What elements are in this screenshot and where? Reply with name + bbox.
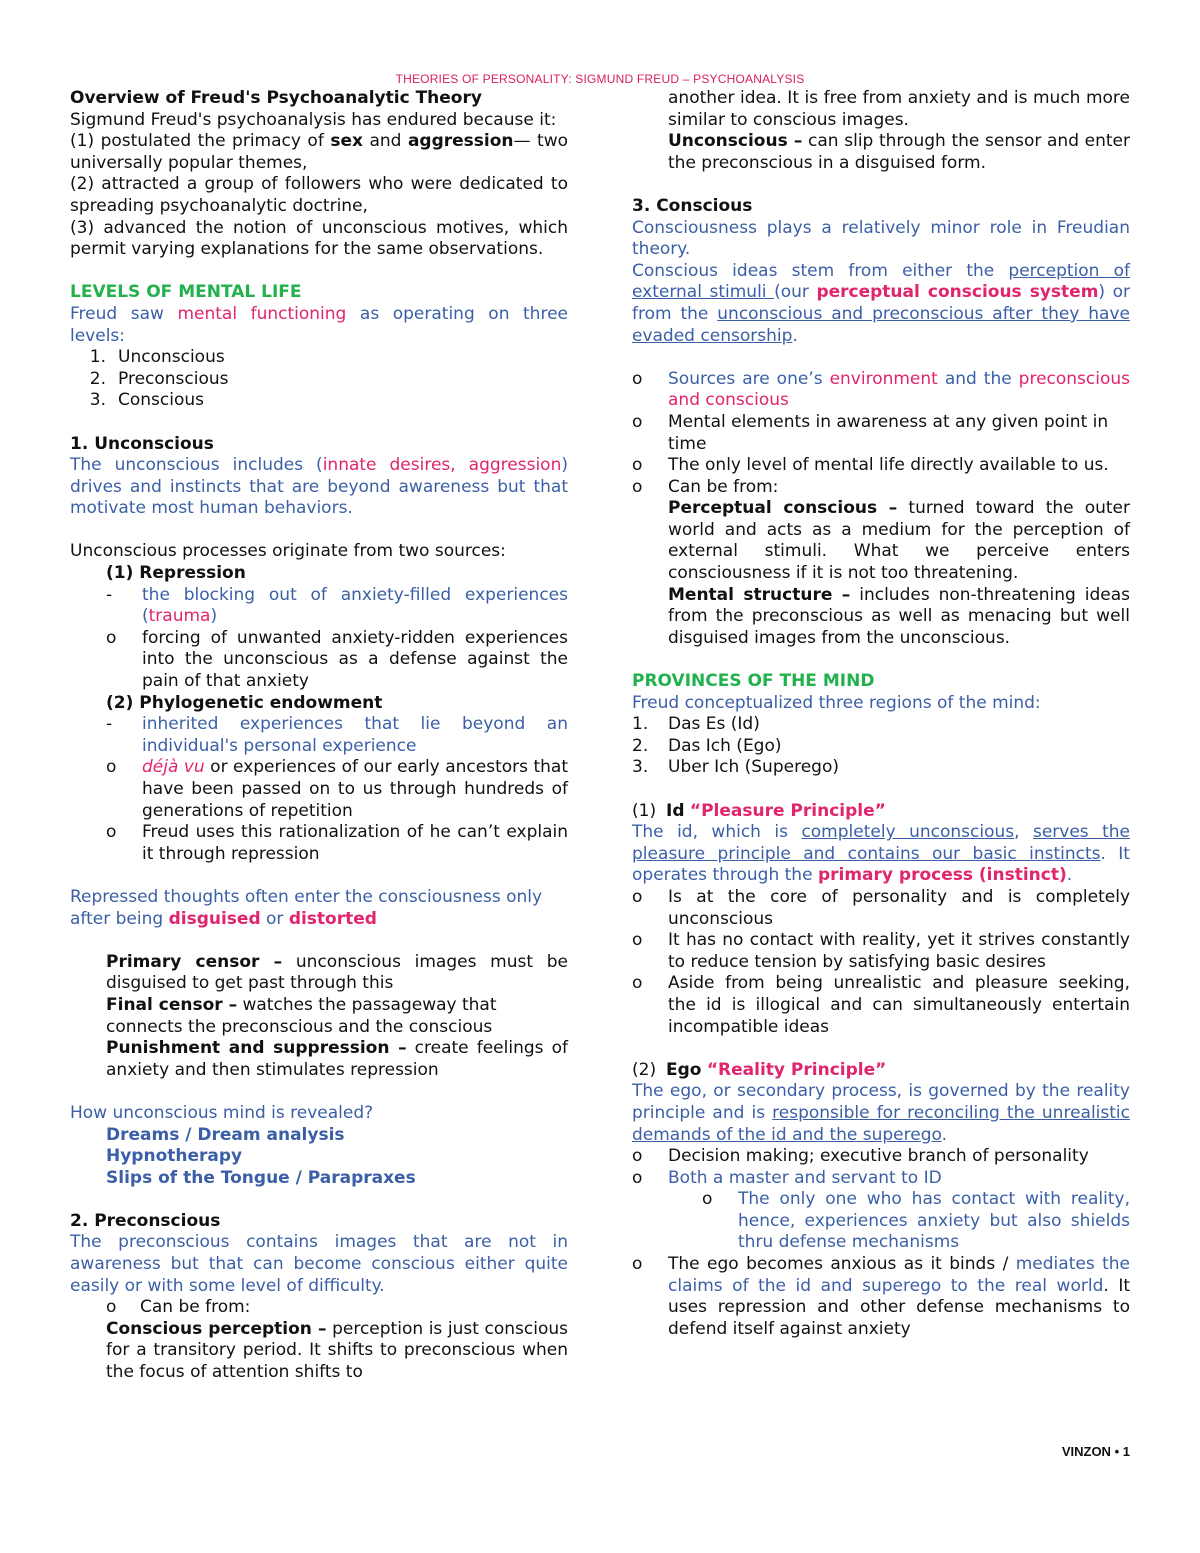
overview-point-3: (3) advanced the notion of unconscious motives, which permit varying explanations for the same observations. bbox=[70, 217, 568, 260]
preconscious-heading: 2. Preconscious bbox=[70, 1210, 221, 1231]
list-item: o Can be from: bbox=[106, 1297, 251, 1318]
ego-text: The ego, or secondary process, is governed by the reality principle and is responsible for reconciling the unrealistic demands of the id and the superego. bbox=[632, 1081, 1130, 1145]
list-item: o forcing of unwanted anxiety-ridden experiences into the unconscious as a defense against the pain of that anxiety bbox=[106, 627, 568, 692]
list-item: o The only level of mental life directly available to us. bbox=[632, 455, 1109, 476]
preconscious-continued: another idea. It is free from anxiety and is much more similar to conscious images. bbox=[668, 88, 1130, 130]
list-item: o Is at the core of personality and is completely unconscious bbox=[632, 886, 1130, 929]
id-heading: (1) Id “Pleasure Principle” bbox=[632, 800, 886, 821]
list-item: o Both a master and servant to ID bbox=[632, 1167, 942, 1188]
list-item: 2. Preconscious bbox=[89, 368, 229, 389]
list-item: Slips of the Tongue / Parapraxes bbox=[106, 1167, 416, 1188]
levels-heading: LEVELS OF MENTAL LIFE bbox=[70, 282, 302, 303]
unconscious-heading: 1. Unconscious bbox=[70, 433, 214, 454]
sources-intro: Unconscious processes originate from two sources: bbox=[70, 541, 506, 562]
list-item: o Freud uses this rationalization of he can’t explain it through repression bbox=[106, 822, 568, 864]
list-item: o Decision making; executive branch of personality bbox=[632, 1146, 1089, 1167]
conscious-perception: Conscious perception – perception is just conscious for a transitory period. It shifts to preconscious when the focus of attention shifts to bbox=[106, 1318, 568, 1383]
list-item: o It has no contact with reality, yet it strives constantly to reduce tension by satisfying basic desires bbox=[632, 930, 1130, 972]
list-item: - inherited experiences that lie beyond an individual's personal experience bbox=[106, 714, 568, 756]
list-item: - the blocking out of anxiety-filled experiences (trauma) bbox=[106, 584, 568, 627]
list-item: Dreams / Dream analysis bbox=[106, 1124, 345, 1145]
list-item: 3. Conscious bbox=[89, 390, 205, 411]
repression-heading: (1) Repression bbox=[106, 563, 246, 584]
list-item: o The ego becomes anxious as it binds / mediates the claims of the id and superego to the real world. It uses repression and other defense mechanisms to defend itself against anxiety bbox=[632, 1254, 1130, 1339]
revealed-heading: How unconscious mind is revealed? bbox=[70, 1102, 374, 1123]
id-text: The id, which is completely unconscious, serves the pleasure principle and contains our basic instincts. It operates through the primary process (instinct). bbox=[632, 822, 1130, 886]
list-item: o déjà vu or experiences of our early ancestors that have been passed on to us through hundreds of generations of repetition bbox=[106, 757, 568, 821]
overview-title: Overview of Freud's Psychoanalytic Theory bbox=[70, 88, 482, 108]
final-censor: Final censor – watches the passageway that connects the preconscious and the conscious bbox=[106, 994, 497, 1037]
list-item: 1. Unconscious bbox=[89, 347, 225, 368]
list-item: Hypnotherapy bbox=[106, 1146, 243, 1167]
overview-point-1: (1) postulated the primacy of sex and aggression— two universally popular themes, bbox=[70, 131, 569, 173]
phylogenetic-heading: (2) Phylogenetic endowment bbox=[106, 692, 383, 713]
list-item: o The only one who has contact with reality, hence, experiences anxiety but also shields thru defense mechanisms bbox=[702, 1189, 1130, 1253]
unconscious-text: The unconscious includes (innate desires, aggression) drives and instincts that are beyond awareness but that motivate most human behaviors. bbox=[70, 455, 568, 519]
list-item: o Aside from being unrealistic and pleasure seeking, the id is illogical and can simultaneously entertain incompatible ideas bbox=[632, 973, 1130, 1037]
conscious-text-2: Conscious ideas stem from either the perception of external stimuli (our perceptual conscious system) or from the unconscious and preconscious after they have evaded censorship. bbox=[632, 260, 1130, 346]
list-item: o Sources are one’s environment and the preconscious and conscious bbox=[632, 368, 1131, 411]
mental-structure: Mental structure – includes non-threatening ideas from the preconscious as well as menacing but well disguised images from the unconscious. bbox=[668, 584, 1130, 648]
perceptual-conscious: Perceptual conscious – turned toward the outer world and acts as a medium for the perception of external stimuli. What we perceive enters consciousness if it is not too threatening. bbox=[668, 498, 1131, 584]
conscious-heading: 3. Conscious bbox=[632, 195, 753, 216]
list-item: o Can be from: bbox=[632, 476, 779, 497]
repressed-text: Repressed thoughts often enter the consciousness only after being disguised or distorted bbox=[70, 886, 543, 929]
provinces-intro: Freud conceptualized three regions of the mind: bbox=[632, 692, 1041, 713]
right-column bbox=[632, 88, 1130, 1340]
preconscious-text: The preconscious contains images that are not in awareness but that can become conscious either quite easily or with some level of difficulty. bbox=[70, 1232, 568, 1296]
list-item: 2. Das Ich (Ego) bbox=[632, 735, 782, 756]
conscious-text-1: Consciousness plays a relatively minor role in Freudian theory. bbox=[632, 217, 1130, 260]
overview-point-2: (2) attracted a group of followers who were dedicated to spreading psychoanalytic doctrine, bbox=[70, 174, 568, 216]
provinces-heading: PROVINCES OF THE MIND bbox=[632, 671, 875, 692]
ego-heading: (2) Ego “Reality Principle” bbox=[632, 1059, 887, 1080]
page-footer: VINZON • 1 bbox=[1061, 1444, 1130, 1459]
primary-censor: Primary censor – unconscious images must be disguised to get past through this bbox=[106, 951, 568, 994]
left-column bbox=[70, 88, 568, 1384]
unconscious-slip: Unconscious – can slip through the sensor and enter the preconscious in a disguised form. bbox=[668, 131, 1131, 173]
list-item: 1. Das Es (Id) bbox=[632, 714, 760, 735]
page-header: THEORIES OF PERSONALITY: SIGMUND FREUD – PSYCHOANALYSIS bbox=[395, 72, 805, 86]
list-item: 3. Uber Ich (Superego) bbox=[632, 757, 839, 778]
punishment-suppression: Punishment and suppression – create feelings of anxiety and then stimulates repression bbox=[106, 1038, 568, 1080]
levels-intro: Freud saw mental functioning as operating on three levels: bbox=[70, 303, 568, 346]
list-item: o Mental elements in awareness at any given point in time bbox=[632, 411, 1109, 454]
overview-intro: Sigmund Freud's psychoanalysis has endured because it: bbox=[70, 109, 557, 130]
